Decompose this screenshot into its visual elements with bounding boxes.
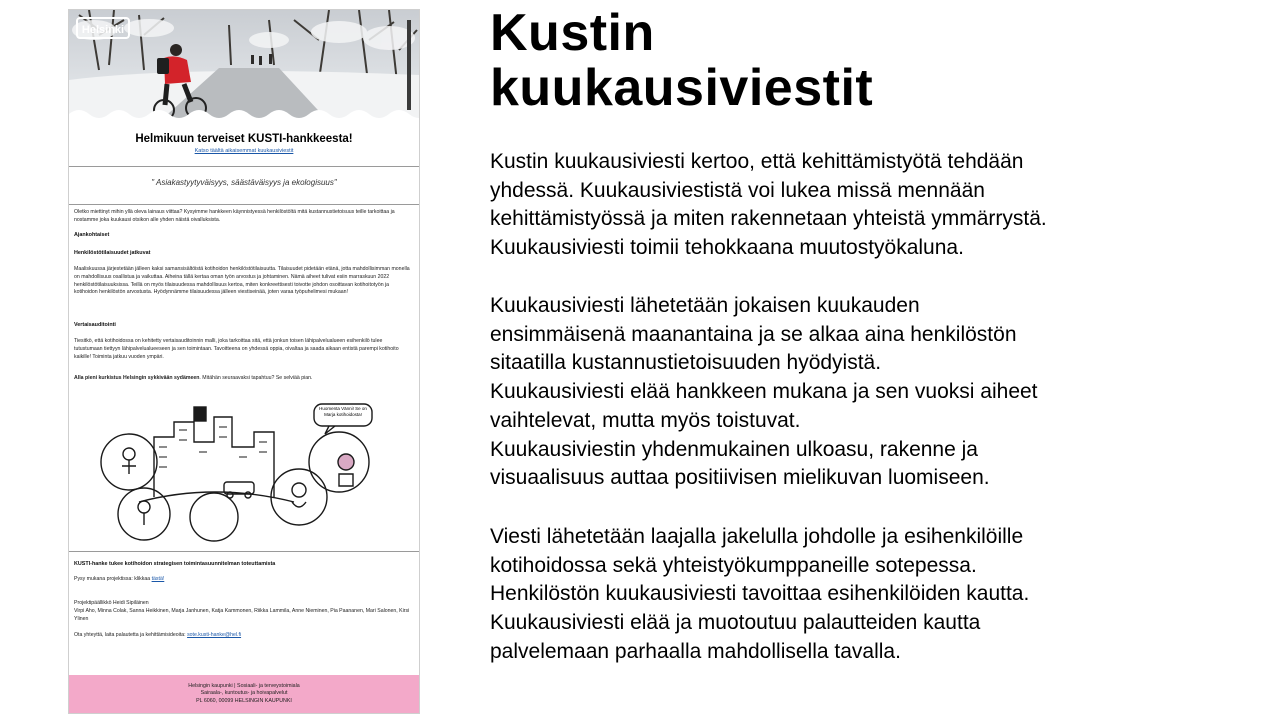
footer-line: Sairaala-, kuntoutus- ja hoivapalvelut: [200, 690, 288, 697]
newsletter-thumbnail: [68, 9, 420, 714]
helsinki-logo: Helsinki: [76, 17, 130, 39]
text-line: kehittämistyössä ja miten rakennetaan yhteistä ymmärrystä.: [490, 207, 1047, 231]
paragraph-schedule: [490, 292, 1250, 493]
text-line: Kuukausiviesti toimii tehokkaana muutostyökaluna.: [490, 236, 964, 260]
newsletter-footer: [69, 675, 419, 713]
follow-link[interactable]: tästä!: [151, 576, 165, 582]
heading-peer: Vertaisauditointi: [74, 322, 116, 328]
comic-intro-bold: Alla pieni kurkistus Helsingin sykkivään sydämeen: [74, 375, 200, 381]
text-line: Viesti lähetetään laajalla jakelulla johdolle ja esihenkilöille: [490, 525, 1024, 548]
text-line: yhdessä. Kuukausiviestistä voi lukea missä mennään: [490, 178, 985, 202]
team-members: Virpi Aho, Minna Colak, Sanna Heikkinen, Marja Janhunen, Katja Kammonen, Riikka Lammila, Anne Nieminen, Pia Paananen, Mari Salonen, Kirsi Ylinen: [74, 608, 410, 622]
text-line: kotihoidossa sekä yhteistyökumppaneille sotepessa.: [490, 553, 977, 577]
text-line: sitaatilla kustannustietoisuuden hyödyistä.: [490, 351, 882, 375]
paragraph-distribution: [490, 523, 1250, 667]
title-line: kuukausiviestit: [490, 59, 874, 117]
archive-link[interactable]: Katso täältä aikaisemmat kuukausiviestit: [194, 148, 294, 154]
section-current: Ajankohtaiset: [74, 232, 110, 238]
heading-events: Henkilöstötilaisuudet jatkuvat: [74, 250, 151, 256]
title-line: Kustin: [490, 4, 655, 62]
city-comic-illustration: [94, 402, 394, 542]
footer-line: PL 6060, 00099 HELSINGIN KAUPUNKI: [196, 697, 292, 704]
text-line: Kustin kuukausiviesti kertoo, että kehittämistyötä tehdään: [490, 150, 1024, 173]
text-line: Kuukausiviesti elää ja muotoutuu palautteiden kautta: [490, 611, 981, 635]
contact-email-link[interactable]: sote.kusti-hanke@hel.fi: [187, 632, 242, 638]
text-line: visuaalisuus auttaa positiivisen mielikuvan luomiseen.: [490, 466, 990, 490]
text-line: palvelemaan parhaalla mahdollisella tavalla.: [490, 639, 901, 663]
peer-text: Tiesitkö, että kotihoidossa on kehitetty vertaisauditoinnin malli, joka tarkoittaa sitä, että jonkun toisen lähipalvelualueen esihenkilö tulee tutustumaan tiettyyn lähipalvelualueeseen ja sen toimintaan. Tavoitteena on yhdessä oppia, oivaltaa ja saada aikaan entistä parempi kotihoito kaikille! Toiminta jatkuu vuoden ympäri.: [74, 338, 399, 360]
footer-line: Helsingin kaupunki | Sosiaali- ja terveystoimiala: [188, 683, 300, 689]
contact-label: Ota yhteyttä, laita palautetta ja kehittämisideoita:: [74, 632, 186, 638]
text-line: ensimmäisenä maanantaina ja se alkaa aina henkilöstön: [490, 322, 1017, 346]
comic-intro-rest: . Mitähän seuraavaksi tapahtuu? Se selviää pian.: [199, 375, 313, 381]
text-line: Kuukausiviestin yhdenmukainen ulkoasu, rakenne ja: [490, 437, 978, 461]
divider: [69, 166, 419, 167]
contact-text: [74, 632, 412, 640]
follow-text: [74, 576, 412, 584]
text-line: Kuukausiviesti lähetetään jokaisen kuukauden: [490, 294, 920, 317]
staff-quote: " Asiakastyytyväisyys, säästäväisyys ja ekologisuus": [151, 178, 337, 187]
project-lead: Projektipäällikkö Heidi Sipiläinen: [74, 600, 149, 606]
intro-text: Oletko miettinyt mihin yllä oleva lainaus viittaa? Kysyimme hankkeen käynnistyessä henkilöstöltä mitä kustannustietoisuus teille tarkoittaa ja nostamme joka kuukausi otsikon alle yhden näistä oivalluksista.: [74, 209, 395, 223]
comic-intro: [74, 375, 412, 383]
speech-bubble-text: Huomenta Vänni! Se on Marja kotihoidosta!: [319, 406, 367, 417]
winter-cyclist-photo: [69, 10, 419, 122]
newsletter-title: Helmikuun terveiset KUSTI-hankkeesta!: [135, 133, 353, 145]
follow-label: Pysy mukana projektissa: klikkaa: [74, 576, 151, 582]
divider: [69, 551, 419, 552]
text-line: Kuukausiviesti elää hankkeen mukana ja sen vuoksi aiheet: [490, 380, 1038, 404]
divider: [69, 204, 419, 205]
text-line: vaihtelevat, mutta myös toistuvat.: [490, 408, 801, 432]
events-text: Maaliskuussa järjestetään jälleen kaksi samansisältöistä kotihoidon henkilöstötilaisuutta. Tilaisuudet pidetään etänä, jotta mahdollisimman monella on mahdollisuus osallistua ja vaikuttaa. Aiheina tällä kertaa oman työn arvostus ja johtaminen. Nämä aiheet tulivat esiin marraskuun 2022 henkilöstötilaisuuksissa. Teillä on myös tilaisuudessa mahdollisuus kertoa, miten konkreettisesti toivotte johdon osoittavan kotihoitotyön ja kotihoidon henkilöstön arvostusta. Hyödynnämme tilaisuudessa jälleen viestiseinää, joten varaa työpuhelimesi mukaan!: [74, 266, 410, 296]
strategy-heading: KUSTI-hanke tukee kotihoidon strategisen toimintasuunnitelman toteuttamista: [74, 561, 276, 567]
text-line: Henkilöstön kuukausiviesti tavoittaa esihenkilöiden kautta.: [490, 582, 1030, 606]
paragraph-purpose: [490, 148, 1250, 263]
slide-title: [490, 6, 1250, 116]
